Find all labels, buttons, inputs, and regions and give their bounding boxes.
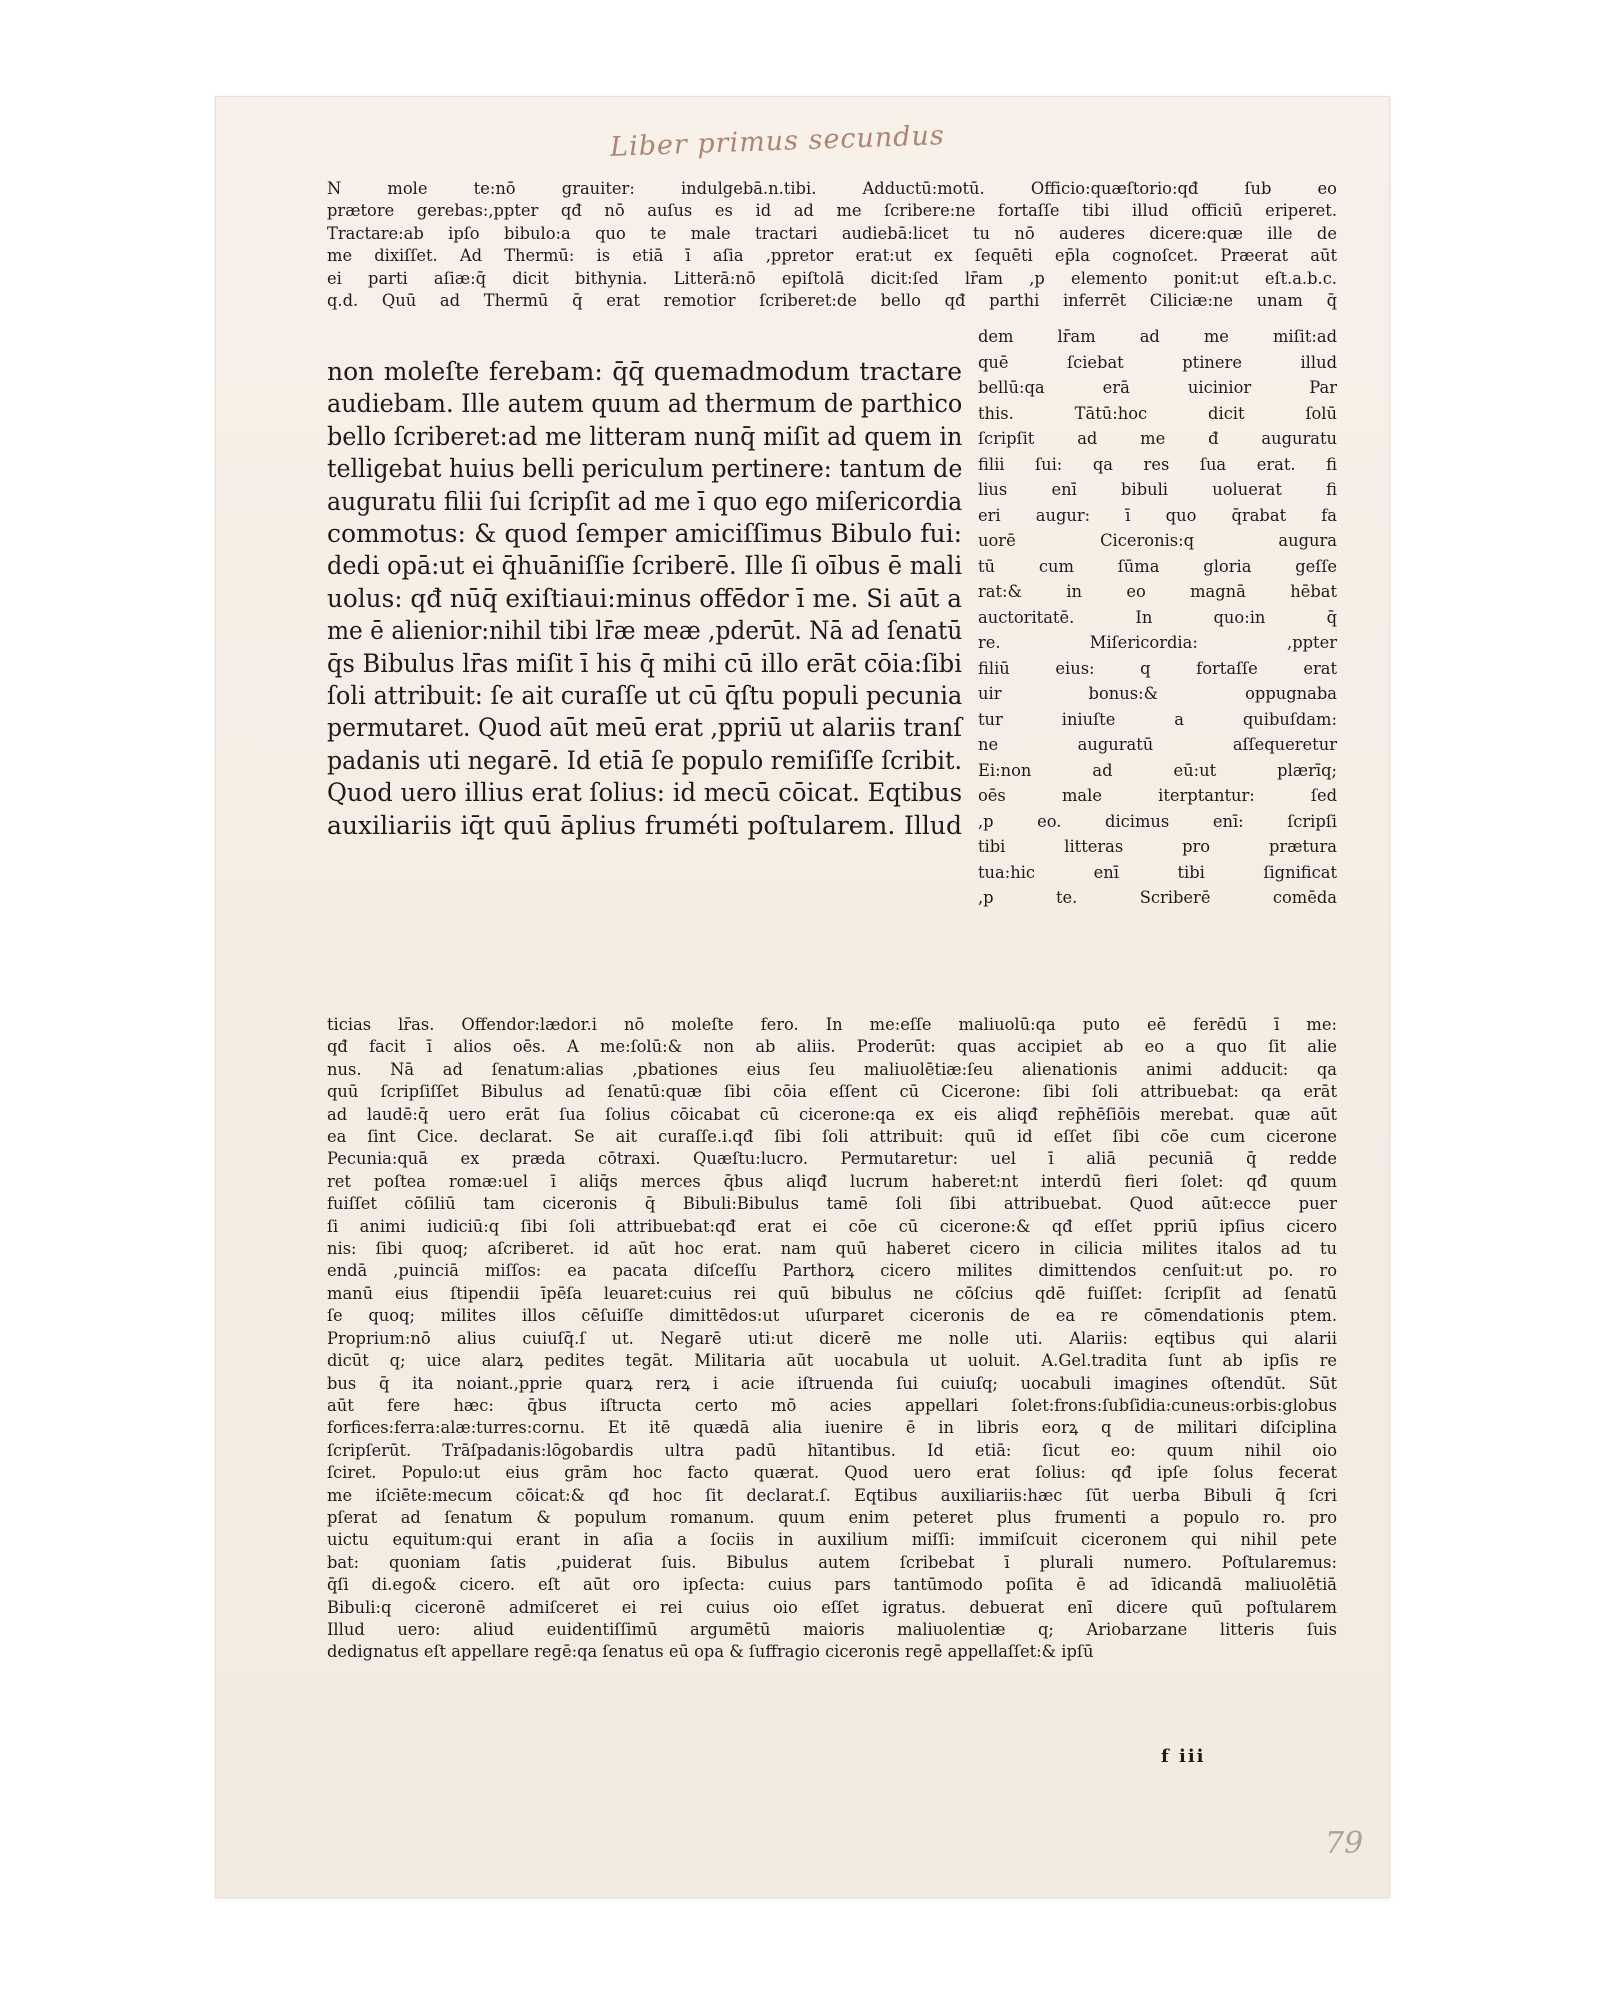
commentary-line: N mole te:nō grauiter: indulgebā.n.tibi. Adductū:motū. Officio:quæſtorio:qđ ſub eo (327, 179, 1337, 198)
commentary-line: ſi animi iudiciū:q ſibi ſoli attribuebat:qđ erat ei cōe cū cicerone:& qđ eſſet ppriū ipſius cicero (327, 1216, 1337, 1236)
side-line: re. Miſericordia: ,ppter (978, 633, 1337, 652)
side-line: ,p eo. dicimus enī: ſcripſi (978, 811, 1337, 831)
side-line: oēs male iterptantur: ſed (978, 786, 1337, 805)
side-line: lius enī bibuli uoluerat fi (978, 480, 1337, 499)
commentary-line: Proprium:nō alius cuiuſq̄.ſ ut. Negarē uti:ut dicerē me nolle uti. Alariis: eqtibus qui alarii (327, 1328, 1337, 1348)
commentary-line: qđ facit ī alios oēs. A me:ſolū:& non ab aliis. Proderūt: quas accipiet ab eo a quo ſit alie (327, 1037, 1337, 1057)
commentary-line: ticias lr̄as. Offendor:lædor.i nō moleſte fero. In me:eſſe maliuolū:qa puto eē ferēdū ī me: (327, 1015, 1337, 1034)
commentary-line: prætore gerebas:,ppter qđ nō auſus es id ad me ſcribere:ne fortaſſe tibi illud officiū eriperet. (327, 201, 1337, 221)
side-commentary (978, 324, 1337, 911)
side-line: filiū eius: q fortaſſe erat (978, 658, 1337, 678)
text-line: q̄s Bibulus lr̄as miſit ī his q̄ mihi cū illo erāt cōia:ſibi (327, 648, 962, 678)
commentary-line: dedignatus eſt appellare regē:qa ſenatus eū opa & ſuffragio ciceronis regē appellaſſet:& ipſū (327, 1642, 1094, 1662)
commentary-line: ret poſtea romæ:uel ī aliq̄s merces q̄bus aliqđ lucrum haberet:nt interdū fieri ſolet: qđ quum (327, 1171, 1337, 1191)
commentary-line: me iſciēte:mecum cōicat:& qđ hoc ſit declarat.ſ. Eqtibus auxiliariis:hæc ſūt uerba Bibuli q̄ ſcri (327, 1485, 1337, 1505)
text-line: uolus: qđ nūq̄ exiſtiaui:minus offēdor ī me. Si aūt a (327, 583, 963, 613)
side-line: quē ſciebat ptinere illud (978, 352, 1337, 372)
side-line: Ei:non ad eū:ut plærīq; (978, 760, 1337, 780)
text-line: non moleſte ferebam: q̄q̄ quemadmodum tractare (327, 357, 962, 386)
commentary-line: manū eius ſtipendii īpēſa leuaret:cuius rei quū bibulus ne cōſcius qdē fuiſſet: ſcripſit ad ſenatū (327, 1283, 1337, 1303)
commentary-line: ea ſint Cice. declarat. Se ait curaſſe.i.qđ ſibi ſoli attribuit: quū id eſſet ſibi cōe cum cicerone (327, 1127, 1337, 1147)
commentary-line: endā ,puinciā miſſos: ea pacata diſceſſu Parthorꝝ cicero milites dimittendos cenſuit:ut po. ro (327, 1261, 1337, 1281)
text-line: commotus: & quod ſemper amiciſſimus Bibulo fui: (327, 519, 962, 549)
side-line: dem lr̄am ad me miſit:ad (978, 327, 1337, 346)
text-line: Quod uero illius erat ſolius: id mecū cōicat. Eqtibus (327, 778, 963, 808)
text-line: auxiliariis iq̄t quū āplius fruméti poſtularem. Illud (327, 810, 962, 840)
commentary-line: pſerat ad ſenatum & populum romanum. quum enim peteret plus frumenti a populo ro. pro (327, 1507, 1337, 1527)
commentary-line: fuiſſet cōſiliū tam ciceronis q̄ Bibuli:Bibulus tamē ſoli ſibi attribuebat. Quod aūt:ecce puer (327, 1194, 1337, 1214)
commentary-line: uictu equitum:qui erant in aſia a ſociis in auxilium miſſi: immiſcuit ciceronem qui nihil pete (327, 1530, 1337, 1550)
commentary-line: quū ſcripſiſſet Bibulus ad ſenatū:quæ ſibi cōia eſſent cū Cicerone: ſibi ſoli attribuebat: qa erāt (327, 1082, 1337, 1102)
side-line: filii ſui: qa res ſua erat. fi (978, 454, 1337, 474)
handwritten-note: Liber primus secundus (609, 120, 946, 163)
commentary-line: dicūt q; uice alarꝝ pedites tegāt. Militaria aūt uocabula ut uoluit. A.Gel.tradita ſunt ab ipſis re (327, 1351, 1337, 1371)
commentary-line: ſe quoq; milites illos cēſuiſſe dimittēdos:ut uſurparet ciceronis de ea re cōmendationis ptem. (327, 1306, 1337, 1326)
commentary-line: ei parti aſiæ:q̄ dicit bithynia. Litterā:nō epiſtolā dicit:ſed lr̄am ,p elemento ponit:ut eſt.a.b.c. (327, 268, 1337, 288)
side-line: uorē Ciceronis:q augura (978, 531, 1337, 550)
side-line: auctoritatē. In quo:in q̄ (978, 607, 1337, 627)
text-line: audiebam. Ille autem quum ad thermum de parthico (327, 389, 963, 419)
text-line: permutaret. Quod aūt meū erat ,ppriū ut alariis tranſ (327, 713, 962, 743)
side-line: this. Tātū:hoc dicit ſolū (978, 403, 1337, 423)
text-line: me ē alienior:nihil tibi lr̄æ meæ ,pderūt. Nā ad ſenatū (327, 616, 963, 646)
commentary-top (327, 178, 1337, 312)
text-line: padanis uti negarē. Id etiā ſe populo remiſiſſe ſcribit. (327, 745, 962, 775)
text-line: telligebat huius belli periculum pertinere: tantum de (327, 454, 963, 484)
commentary-line: nus. Nā ad ſenatum:alias ,pbationes eius ſeu maliuolētiæ:ſeu alienationis animi adducit: qa (327, 1059, 1337, 1079)
text-line: auguratu filii ſui ſcripſit ad me ī quo ego miſericordia (327, 486, 963, 516)
commentary-line: Pecunia:quā ex præda cōtraxi. Quæſtu:lucro. Permutaretur: uel ī aliā pecuniā q̄ redde (327, 1149, 1337, 1169)
side-line: bellū:qa erā uicinior Par (978, 378, 1337, 397)
commentary-line: q.d. Quū ad Thermū q̄ erat remotior ſcriberet:de bello qđ parthi inferrēt Ciliciæ:ne unam q̄ (327, 291, 1337, 311)
side-line: rat:& in eo magnā hēbat (978, 582, 1337, 601)
text-line: bello ſcriberet:ad me litteram nunq̄ miſit ad quem in (327, 421, 963, 451)
side-line: tur iniuſte a quibuſdam: (978, 709, 1337, 729)
commentary-line: Bibuli:q ciceronē admiſceret ei rei cuius oio eſſet igratus. debuerat enī dicere quū poſtularem (327, 1597, 1337, 1617)
side-line: ſcripſit ad me đ auguratu (978, 429, 1337, 448)
commentary-line: nis: ſibi quoq; aſcriberet. id aūt hoc erat. nam quū haberet cicero in cilicia milites italos ad tu (327, 1239, 1337, 1259)
commentary-line: bat: quoniam ſatis ,puiderat ſuis. Bibulus autem ſcribebat ī plurali numero. Poſtularemus: (327, 1552, 1337, 1572)
text-line: dedi opā:ut ei q̄huāniſſie ſcriberē. Ille ſi oībus ē mali (327, 551, 963, 581)
commentary-line: me dixiſſet. Ad Thermū: is etiā ī aſia ,ppretor erat:ut ex ſequēti ep̄la cognoſcet. Præerat aūt (327, 246, 1337, 266)
pencil-page-number: 79 (1325, 1826, 1364, 1861)
text-line: ſoli attribuit: ſe ait curaſſe ut cū q̄ſtu populi pecunia (327, 681, 963, 711)
side-line: uir bonus:& oppugnaba (978, 684, 1337, 703)
side-line: tibi litteras pro prætura (978, 837, 1337, 856)
commentary-line: ſciret. Populo:ut eius grām hoc facto quærat. Quod uero erat ſolius: qđ ipſe ſolus fecerat (327, 1463, 1337, 1483)
signature-mark: f iii (1161, 1746, 1206, 1767)
commentary-line: Illud uero: aliud euidentiſſimū argumētū maioris maliuolentiæ q; Ariobarzane litteris ſuis (327, 1619, 1337, 1639)
main-text (327, 356, 962, 842)
commentary-line: bus q̄ ita noiant.,pprie quarꝝ rerꝝ i acie iſtruenda ſui cuiuſq; uocabuli imagines oſtendūt. Sūt (327, 1373, 1337, 1393)
side-line: tua:hic enī tibi ſignificat (978, 862, 1337, 882)
commentary-bottom (327, 1014, 1337, 1664)
side-line: ,p te. Scriberē comēda (978, 888, 1337, 907)
commentary-line: Tractare:ab ipſo bibulo:a quo te male tractari audiebā:licet tu nō auderes dicere:quæ ille de (327, 223, 1337, 243)
side-line: tū cum ſūma gloria geſſe (978, 556, 1337, 576)
commentary-line: forfices:ferra:alæ:turres:cornu. Et itē quædā alia iuenire ē in libris eorꝝ q de militari diſciplina (327, 1418, 1337, 1438)
commentary-line: ſcripſerūt. Trāſpadanis:lōgobardis ultra padū hītantibus. Id etiā: ſicut eo: quum nihil oio (327, 1440, 1337, 1460)
book-leaf (215, 96, 1390, 1898)
side-line: ne auguratū aſſequeretur (978, 735, 1337, 754)
side-line: eri augur: ī quo q̄rabat fa (978, 505, 1337, 525)
commentary-line: ad laudē:q̄ uero erāt ſua ſolius cōicabat cū cicerone:qa ex eis aliqđ rep̄hēſiōis merebat. quæ aūt (327, 1104, 1337, 1124)
commentary-line: aūt fere hæc: q̄bus iſtructa certo mō acies appellari ſolet:frons:ſubſidia:cuneus:orbis:globus (327, 1395, 1337, 1415)
commentary-line: q̄ſi di.ego& cicero. eſt aūt oro ipſecta: cuius pars tantūmodo poſita ē ad īdicandā maliuolētiā (327, 1575, 1337, 1595)
